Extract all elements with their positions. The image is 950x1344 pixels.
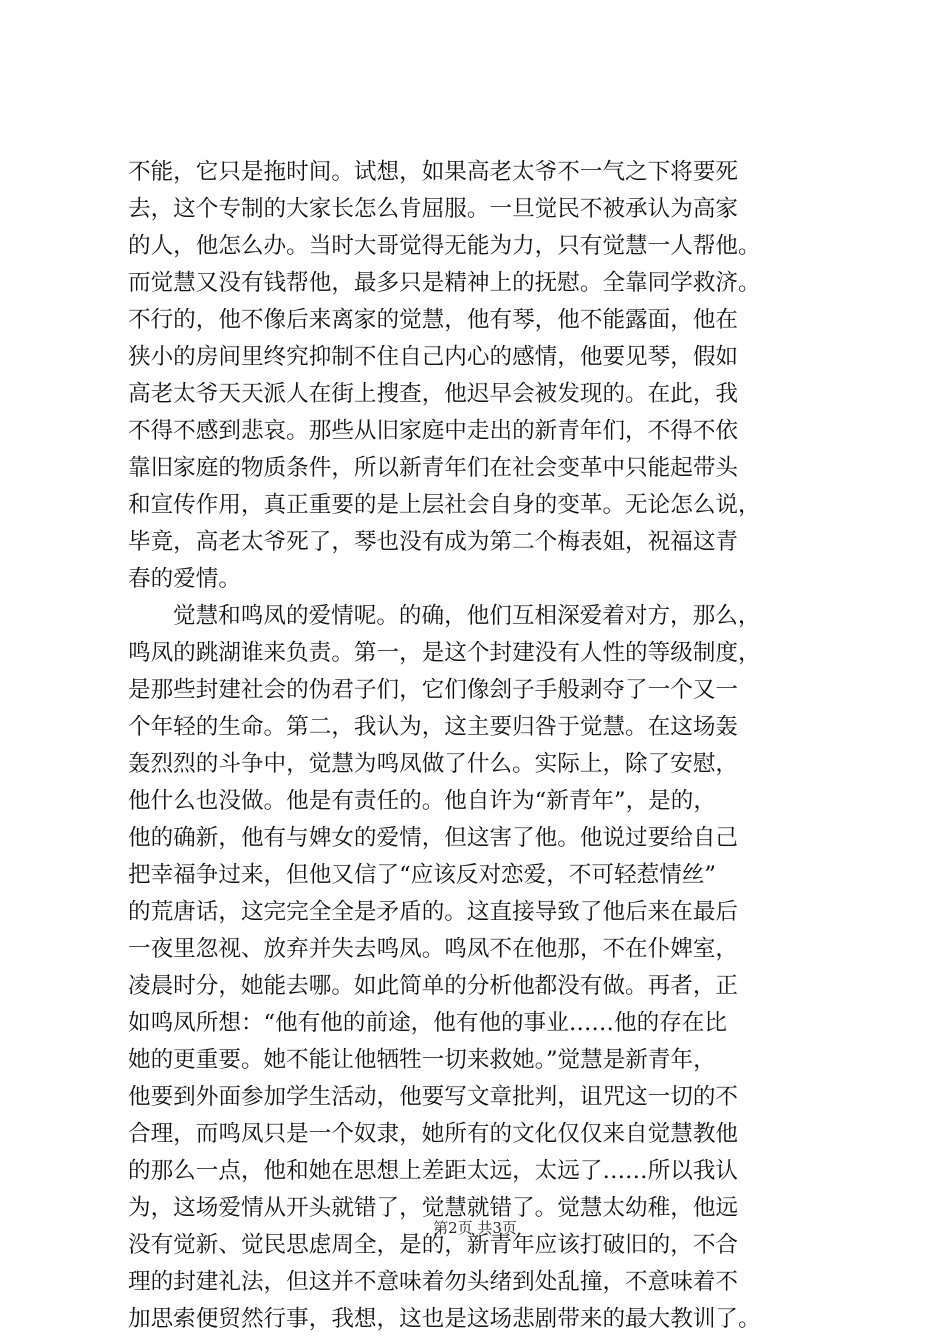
text-line: 一夜里忽视、放弃并失去鸣凤。鸣凤不在他那，不在仆婢室，: [128, 936, 739, 962]
page-footer: [0, 1218, 950, 1238]
text-line: 加思索便贸然行事，我想，这也是这场悲剧带来的最大教训了。: [128, 1306, 761, 1332]
text-line: 不行的，他不像后来离家的觉慧，他有琴，他不能露面，他在: [128, 307, 739, 333]
text-line: 为，这场爱情从开头就错了，觉慧就错了。觉慧太幼稚，他远: [128, 1195, 739, 1221]
text-line: 是那些封建社会的伪君子们，它们像刽子手般剥夺了一个又一: [128, 677, 739, 703]
text-line: 轰烈烈的斗争中，觉慧为鸣凤做了什么。实际上，除了安慰，: [128, 751, 739, 777]
text-line: 把幸福争过来，但他又信了“应该反对恋爱，不可轻惹情丝”: [128, 862, 716, 888]
text-line: 他要到外面参加学生活动，他要写文章批判，诅咒这一切的不: [128, 1084, 739, 1110]
text-line: 而觉慧又没有钱帮他，最多只是精神上的抚慰。全靠同学救济。: [128, 270, 761, 296]
text-line: 高老太爷天天派人在街上搜查，他迟早会被发现的。在此，我: [128, 381, 739, 407]
page-number-label: 第2页 共3页: [433, 1219, 517, 1237]
text-line: 狭小的房间里终究抑制不住自己内心的感情，他要见琴，假如: [128, 344, 739, 370]
text-line: 毕竟，高老太爷死了，琴也没有成为第二个梅表姐，祝福这青: [128, 529, 739, 555]
text-line: 她的更重要。她不能让他牺牲一切来救她。”觉慧是新青年，: [128, 1047, 716, 1073]
text-line: 凌晨时分，她能去哪。如此简单的分析他都没有做。再者，正: [128, 973, 739, 999]
text-line: 春的爱情。: [128, 566, 241, 592]
text-line: 的荒唐话，这完完全全是矛盾的。这直接导致了他后来在最后: [128, 899, 739, 925]
text-line: 不能，它只是拖时间。试想，如果高老太爷不一气之下将要死: [128, 159, 739, 185]
text-line: 理的封建礼法，但这并不意味着勿头绪到处乱撞，不意味着不: [128, 1269, 739, 1295]
text-line: 的那么一点，他和她在思想上差距太远，太远了……所以我认: [128, 1158, 739, 1184]
paragraph-start-line: 觉慧和鸣凤的爱情呢。的确，他们互相深爱着对方，那么，: [173, 603, 761, 629]
body-text: [128, 154, 848, 1338]
text-line: 个年轻的生命。第二，我认为，这主要归咎于觉慧。在这场轰: [128, 714, 739, 740]
text-line: 合理，而鸣凤只是一个奴隶，她所有的文化仅仅来自觉慧教他: [128, 1121, 739, 1147]
text-line: 不得不感到悲哀。那些从旧家庭中走出的新青年们，不得不依: [128, 418, 739, 444]
text-line: 他什么也没做。他是有责任的。他自许为“新青年”，是的，: [128, 788, 716, 814]
text-line: 他的确新，他有与婢女的爱情，但这害了他。他说过要给自己: [128, 825, 739, 851]
text-line: 和宣传作用，真正重要的是上层社会自身的变革。无论怎么说，: [128, 492, 761, 518]
text-line: 的人，他怎么办。当时大哥觉得无能为力，只有觉慧一人帮他。: [128, 233, 761, 259]
text-line: 如鸣凤所想：“他有他的前途，他有他的事业……他的存在比: [128, 1010, 727, 1036]
text-line: 靠旧家庭的物质条件，所以新青年们在社会变革中只能起带头: [128, 455, 739, 481]
text-line: 鸣凤的跳湖谁来负责。第一，是这个封建没有人性的等级制度，: [128, 640, 761, 666]
text-line: 去，这个专制的大家长怎么肯屈服。一旦觉民不被承认为高家: [128, 196, 739, 222]
text-line: 没有觉新、觉民思虑周全，是的，新青年应该打破旧的，不合: [128, 1232, 739, 1258]
